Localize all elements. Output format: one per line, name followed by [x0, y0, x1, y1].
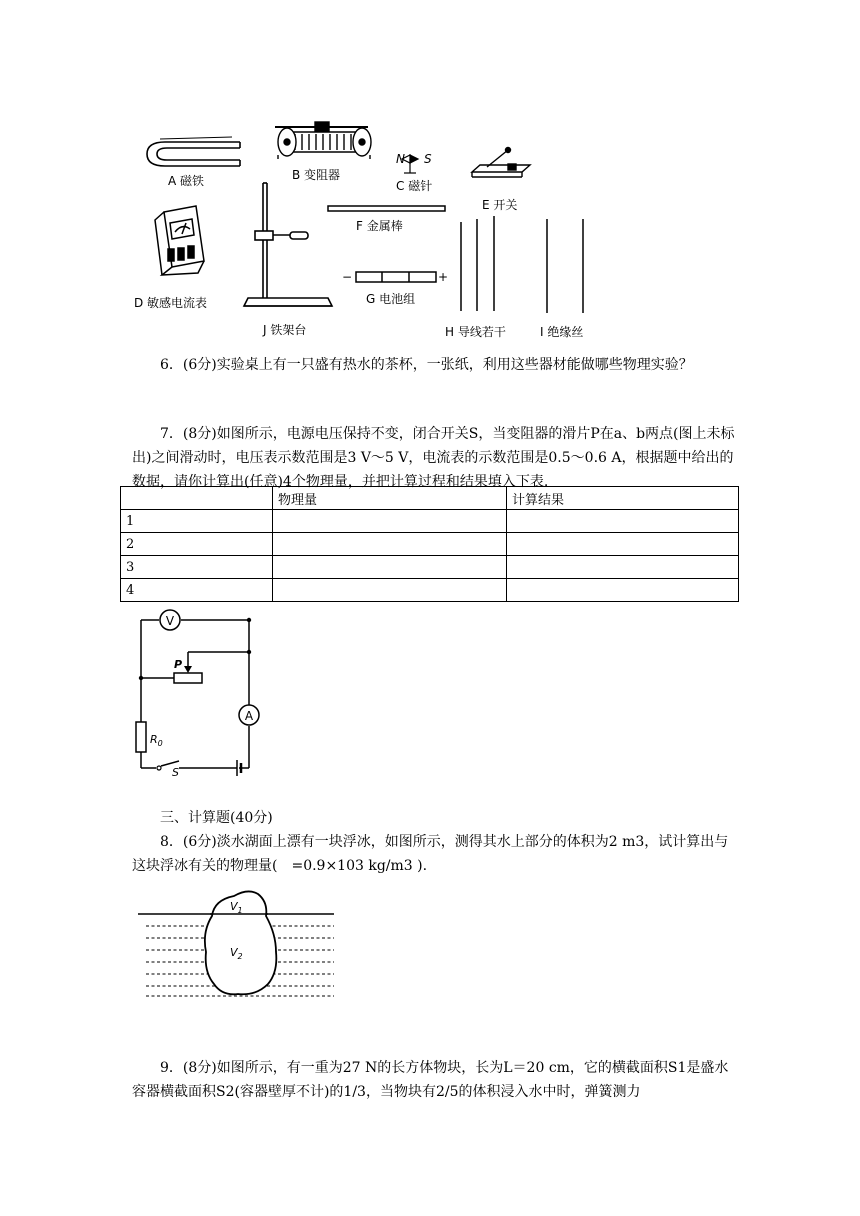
slider-arrow-icon: [184, 666, 192, 673]
answer-cell[interactable]: [507, 510, 739, 533]
wires-icon: [461, 216, 494, 311]
label-c: C 磁针: [396, 179, 433, 193]
answer-table: [120, 486, 739, 602]
answer-cell[interactable]: [507, 579, 739, 602]
answer-cell[interactable]: [273, 579, 507, 602]
switch-contact-icon: [157, 766, 161, 770]
row-number: 2: [121, 533, 273, 556]
answer-cell[interactable]: [273, 533, 507, 556]
question-7-text: 7．(8分)如图所示，电源电压保持不变，闭合开关S，当变阻器的滑片P在a、b两点(图上未标出)之间滑动时，电压表示数范围是3 V～5 V，电流表的示数范围是0.5～0.6 A，根据题中给出的数据，请你计算出(任意)4个物理量，并把计算过程和结果填入下表.: [132, 426, 735, 490]
row-number: 3: [121, 556, 273, 579]
v2-label: $V_2$: [230, 946, 243, 961]
switch-label: S: [172, 766, 179, 778]
question-9-text: 9．(8分)如图所示，有一重为27 N的长方体物块，长为L＝20 cm，它的横截面积S1是盛水容器横截面积S2(容器壁厚不计)的1/3，当物块有2/5的体积浸入水中时，弹簧测力: [132, 1060, 729, 1100]
ammeter-icon: [239, 705, 259, 725]
table-header-cell: [121, 487, 273, 510]
table-row: [121, 579, 739, 602]
junction-dot: [247, 618, 251, 622]
label-g: G 电池组: [366, 292, 416, 306]
metal-rod-icon: [328, 206, 445, 211]
label-h: H 导线若干: [445, 325, 506, 339]
voltmeter-icon: [160, 610, 180, 630]
circuit-diagram: [128, 606, 268, 778]
table-header-cell: 物理量: [273, 487, 507, 510]
table-row: [121, 533, 739, 556]
v1-label: $V_1$: [230, 900, 243, 915]
apparatus-figure: [120, 115, 620, 345]
ammeter-label: A: [244, 709, 254, 723]
answer-cell[interactable]: [273, 510, 507, 533]
table-row: [121, 556, 739, 579]
table-row: [121, 510, 739, 533]
answer-cell[interactable]: [273, 556, 507, 579]
table-header-row: [121, 487, 739, 510]
junction-dot: [139, 676, 143, 680]
battery-minus-label: −: [342, 270, 353, 284]
slider-label: P: [174, 658, 183, 671]
label-e: E 开关: [482, 198, 518, 212]
knife-switch-icon: [472, 148, 530, 178]
magnet-icon: [147, 137, 240, 166]
floating-ice-diagram: [138, 886, 338, 998]
junction-dot: [247, 650, 251, 654]
label-a: A 磁铁: [168, 174, 205, 188]
battery-plus-label: +: [438, 270, 449, 284]
needle-n-label: N: [396, 152, 405, 166]
label-d: D 敏感电流表: [134, 296, 208, 310]
voltmeter-label: V: [165, 614, 175, 628]
needle-s-label: S: [424, 152, 432, 166]
rheostat-icon: [275, 122, 371, 159]
label-j: J 铁架台: [263, 323, 307, 337]
label-i: I 绝缘丝: [540, 325, 584, 339]
label-f: F 金属棒: [356, 219, 403, 233]
row-number: 1: [121, 510, 273, 533]
question-6-text: 6．(6分)实验桌上有一只盛有热水的茶杯，一张纸，利用这些器材能做哪些物理实验？: [160, 357, 693, 373]
battery-pack-icon: [356, 272, 436, 282]
resistor-label: $R_0$: [150, 733, 163, 748]
insulating-thread-icon: [547, 219, 583, 313]
section-heading: 三、计算题(40分): [160, 810, 273, 826]
question-8-text: 8．(6分)淡水湖面上漂有一块浮冰，如图所示，测得其水上部分的体积为2 m3，试计算出与这块浮冰有关的物理量( =0.9×103 kg/m3 ).: [132, 834, 729, 874]
label-b: B 变阻器: [292, 168, 341, 182]
galvanometer-icon: [155, 206, 204, 275]
answer-cell[interactable]: [507, 556, 739, 579]
table-header-cell: 计算结果: [507, 487, 739, 510]
row-number: 4: [121, 579, 273, 602]
answer-cell[interactable]: [507, 533, 739, 556]
iron-stand-icon: [244, 183, 332, 306]
